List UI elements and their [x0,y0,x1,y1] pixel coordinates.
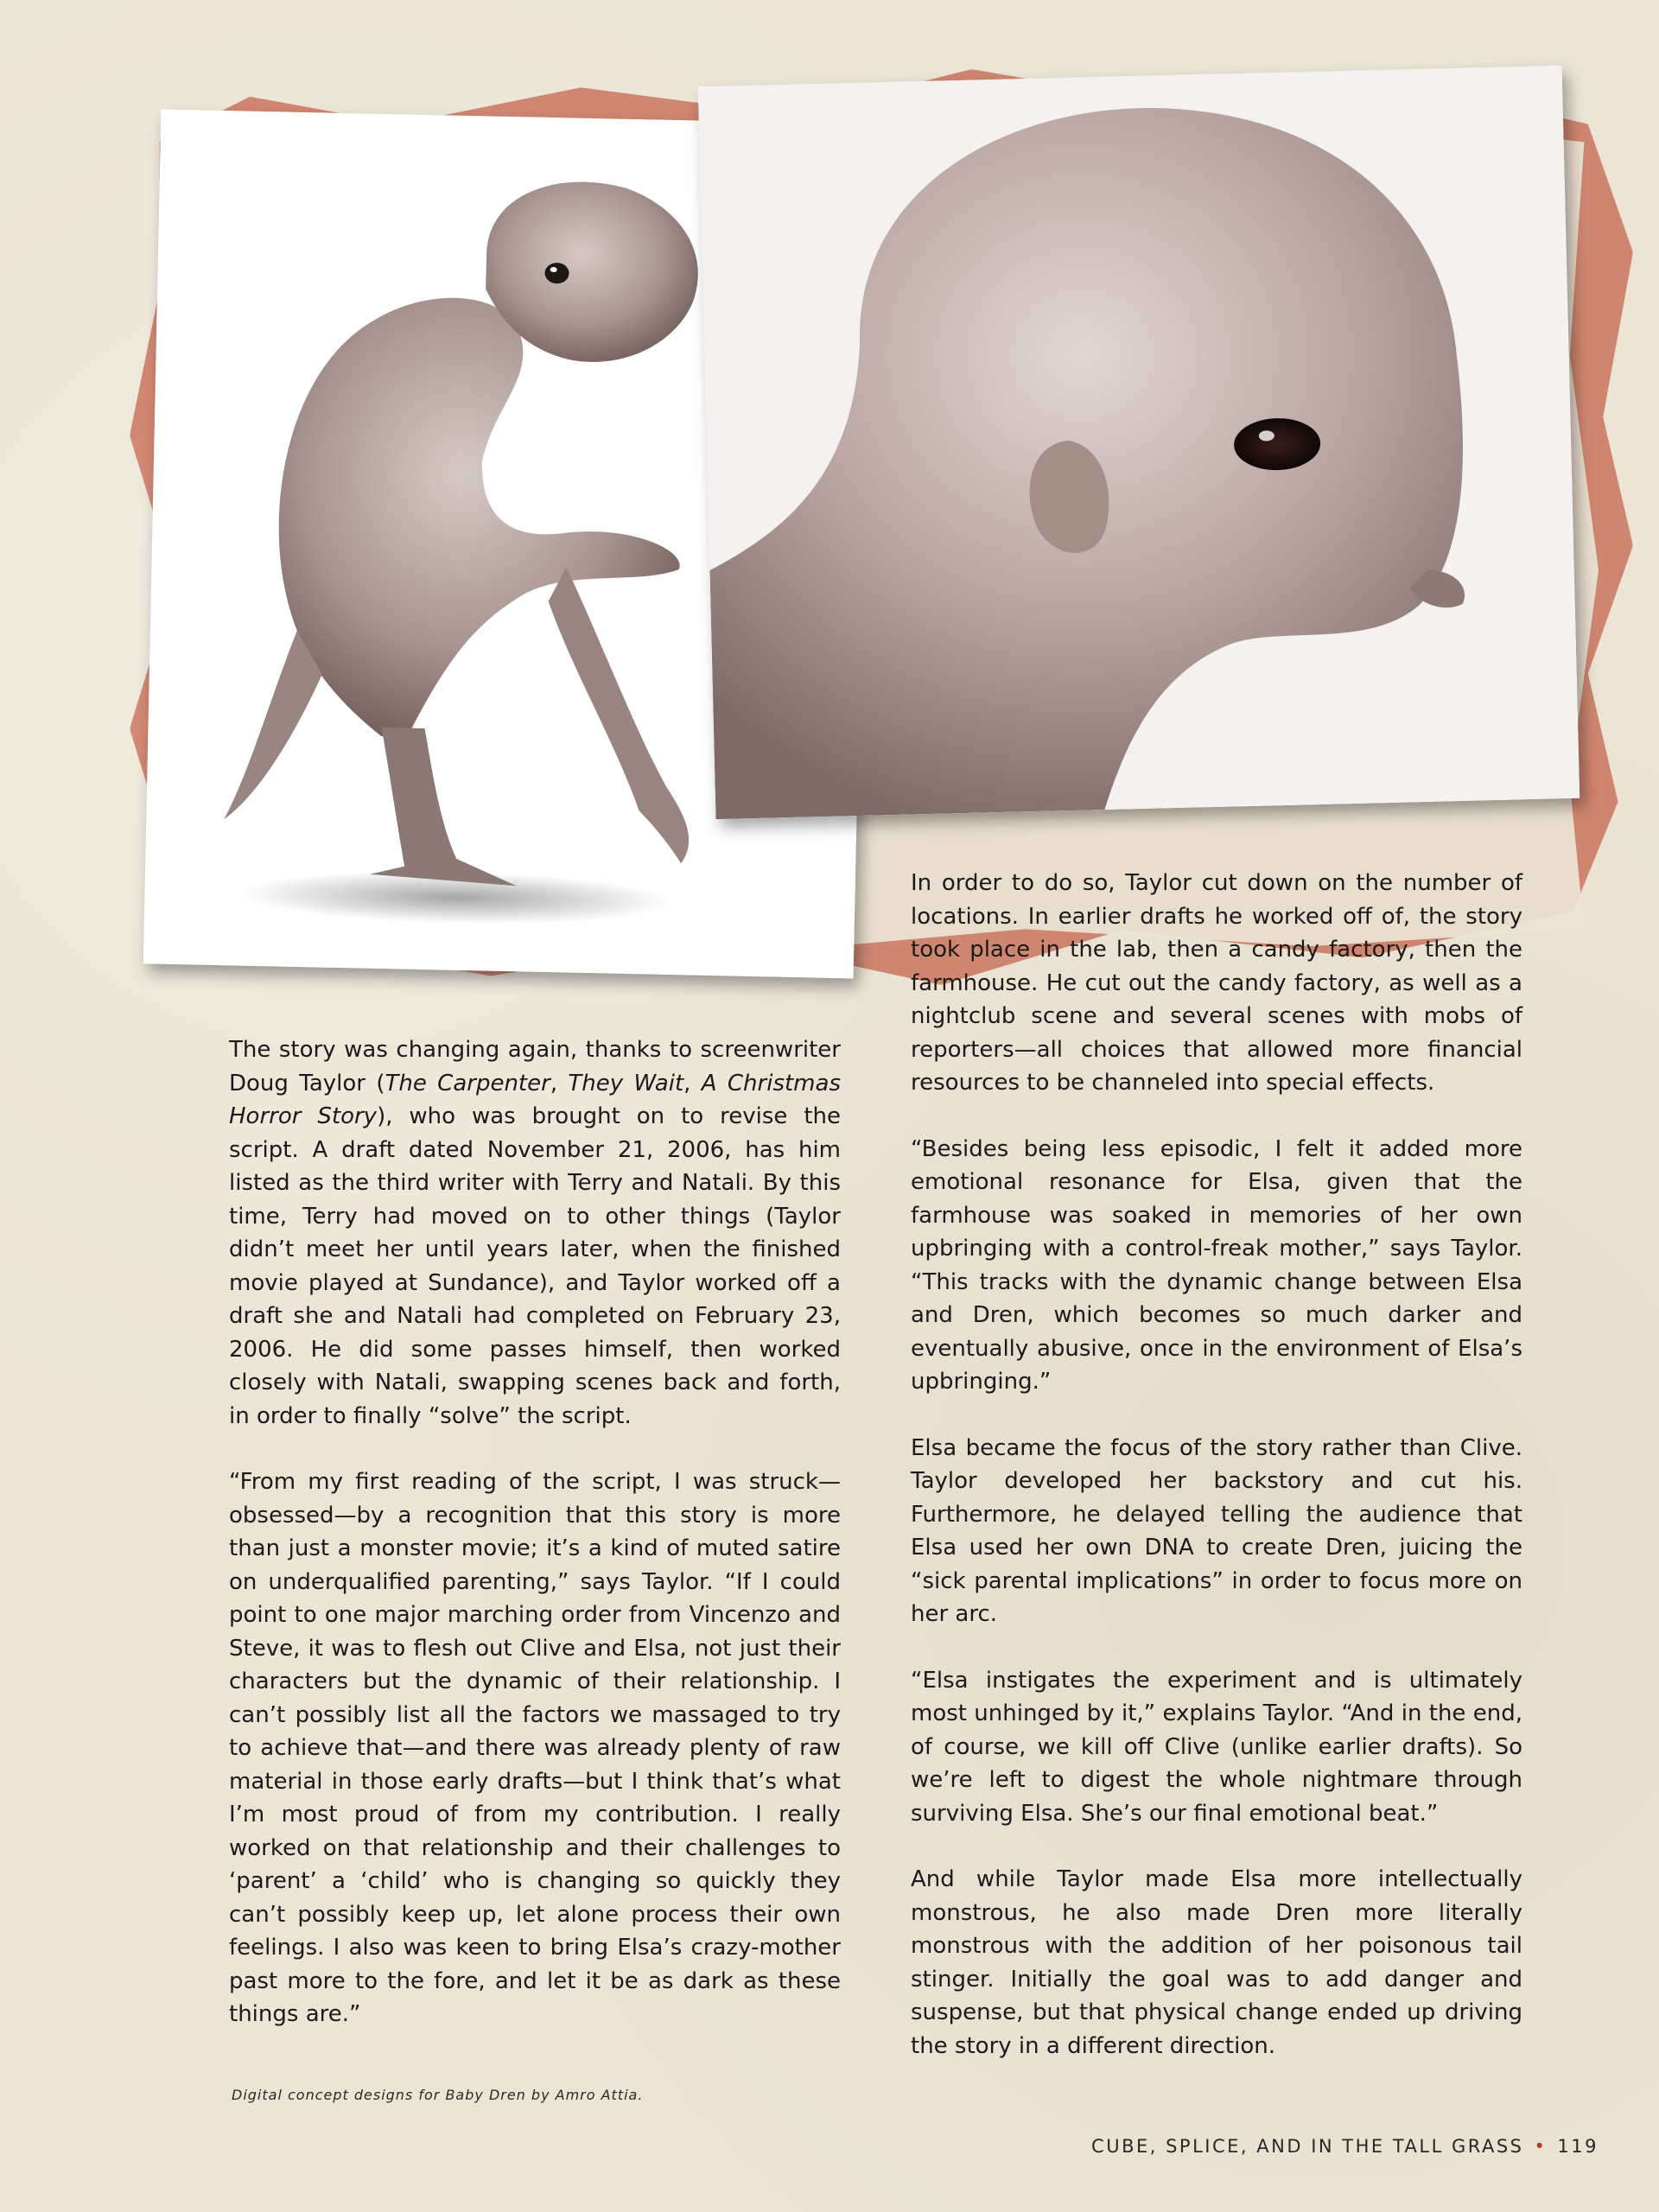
film-title: A Christmas Horror Story [229,1070,841,1129]
right-paragraph-5: And while Taylor made Elsa more intellectually monstrous, he also made Dren more literally monstrous with the addition of her poisonous tail stinger. Initially the goal was to add danger and suspense, but that physical change ended up driving the story in a different direction. [911,1866,1522,2059]
film-title: The Carpenter [385,1070,550,1096]
right-paragraph-2: “Besides being less episodic, I felt it added more emotional resonance for Elsa, given that the farmhouse was soaked in memories of her own upbringing with a control-freak mother,” says Taylor. “This tracks with the dynamic change between Elsa and Dren, which becomes so much darker and eventually abusive, once in the environment of Elsa’s upbringing.” [911,1135,1522,1395]
left-paragraph-2: “From my first reading of the script, I was struck—obsessed—by a recognition that this story is more than just a monster movie; it’s a kind of muted satire on underqualified parenting,” says Taylor. “If I could point to one major marching order from Vincenzo and Steve, it was to flesh out Clive and Elsa, not just their characters but the dynamic of their relationship. I can’t possibly list all the factors we massaged to try to achieve that—and there was already plenty of raw material in those early drafts—but I think that’s what I’m most proud of from my contribution. I really worked on that relationship and their challenges to ‘parent’ a ‘child’ who is changing so quickly they can’t possibly keep up, let alone process their own feelings. I also was keen to bring Elsa’s crazy-mother past more to the fore, and let it be as dark as these things are.” [229,1469,841,2027]
film-title: They Wait [568,1070,684,1096]
creature-head-illustration [698,66,1580,819]
concept-image-head-profile [698,66,1580,819]
image-caption: Digital concept designs for Baby Dren by Amro Attia. [232,2087,644,2103]
left-paragraph-1: The story was changing again, thanks to screenwriter Doug Taylor (The Carpenter, They Wait, A Christmas Horror Story), who was brought on to revise the script. A draft dated November 21, 2006, has him listed as the third writer with Terry and Natali. By this time, Terry had moved on to other things (Taylor didn’t meet her until years later, when the finished movie played at Sundance), and Taylor worked off a draft she and Natali had completed on February 23, 2006. He did some passes himself, then worked closely with Natali, swapping scenes back and forth, in order to finally “solve” the script. [229,1037,841,1429]
article-left-column [229,1033,841,2064]
right-paragraph-4: “Elsa instigates the experiment and is ultimately most unhinged by it,” explains Taylor. “And in the end, of course, we kill off Clive (unlike earlier drafts). So we’re left to digest the whole nightmare through surviving Elsa. She’s our final emotional beat.” [911,1667,1522,1827]
right-paragraph-3: Elsa became the focus of the story rather than Clive. Taylor developed her backstory and cut his. Furthermore, he delayed telling the audience that Elsa used her own DNA to create Dren, juicing the “sick parental implications” in order to focus more on her arc. [911,1434,1522,1627]
running-title: CUBE, SPLICE, AND IN THE TALL GRASS [1091,2136,1524,2157]
page-number: 119 [1557,2136,1599,2157]
footer-separator: • [1534,2136,1548,2157]
right-paragraph-1: In order to do so, Taylor cut down on the number of locations. In earlier drafts he worked off of, the story took place in the lab, then a candy factory, then the farmhouse. He cut out the candy factory, as well as a nightclub scene and several scenes with mobs of reporters—all choices that allowed more financial resources to be channeled into special effects. [911,870,1522,1096]
page-footer [1091,2136,1599,2157]
article-right-column [911,867,1522,2095]
